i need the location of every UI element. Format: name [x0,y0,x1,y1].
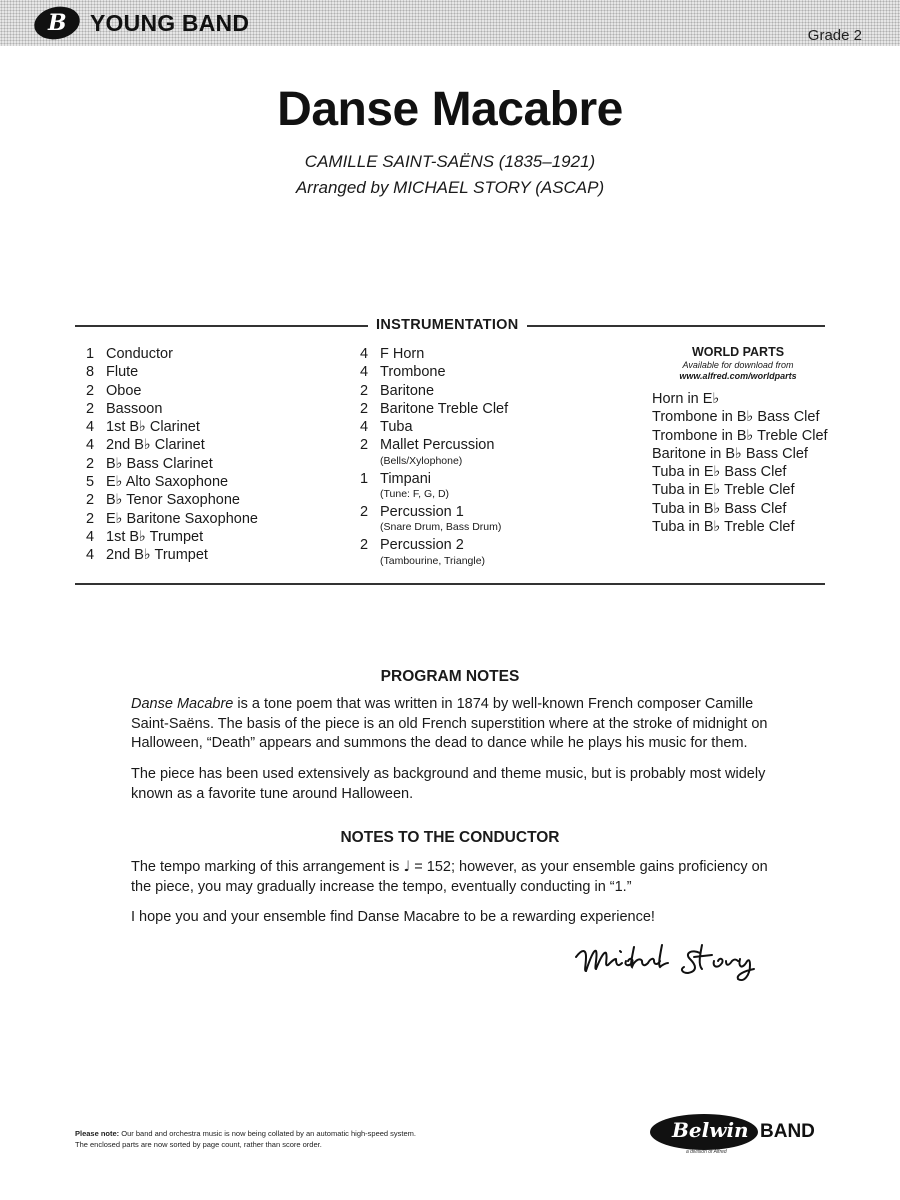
instrumentation-rule-right [527,325,825,327]
world-parts-list [652,390,828,536]
instrument-row [86,418,336,436]
instrument-quantity: 2 [86,382,95,399]
instrument-row [360,436,620,454]
instrument-name: Baritone [380,382,435,399]
instrument-row [86,546,336,564]
instrument-name: Conductor [106,346,173,362]
instrument-note: (Bells/Xylophone) [380,454,463,467]
instrument-note: (Snare Drum, Bass Drum) [380,521,502,534]
arranger-credit: Arranged by MICHAEL STORY (ASCAP) [295,178,605,197]
world-part-item: Tuba in B♭ Treble Clef [652,519,795,536]
instrument-row [86,345,336,363]
world-part-item: Trombone in B♭ Bass Clef [652,409,820,426]
instrument-row [86,382,336,400]
collation-footnote [75,1128,416,1150]
conductor-notes-heading: NOTES TO THE CONDUCTOR [340,829,560,846]
world-part-item: Trombone in B♭ Treble Clef [652,427,828,444]
instrument-quantity: 2 [86,455,95,472]
instrumentation-heading: INSTRUMENTATION [376,317,519,333]
grade-label: Grade 2 [807,27,862,44]
instrument-name: E♭ Baritone Saxophone [106,510,258,527]
instrument-quantity: 2 [86,400,95,417]
instrument-quantity: 5 [86,474,95,491]
brand-name: YOUNG BAND [90,9,250,36]
instrument-row [360,363,620,381]
world-parts-subtitle: Available for download from [682,360,794,370]
piece-title: Danse Macabre [277,83,623,136]
belwin-logo-word: Belwin [672,1118,749,1142]
instrument-quantity: 2 [360,382,369,399]
instrument-quantity: 4 [86,528,95,545]
program-notes-heading: PROGRAM NOTES [380,668,520,685]
instrument-row [360,418,620,436]
instrument-name: Percussion 2 [380,537,464,554]
instrument-name: Bassoon [106,400,163,417]
instrument-name: 2nd B♭ Clarinet [106,437,205,454]
conductor-notes-paragraph-1 [131,858,771,897]
instrument-row [360,345,620,363]
instrument-name: E♭ Alto Saxophone [106,474,229,491]
instrument-row [360,400,620,418]
world-parts-url: www.alfred.com/worldparts [679,371,797,381]
instrument-list-column-2 [360,345,620,570]
instrument-row [86,455,336,473]
composer-credit: CAMILLE SAINT-SAËNS (1835–1921) [304,152,596,171]
conductor-notes-paragraph-2: I hope you and your ensemble find Danse Macabre to be a rewarding experience! [131,909,655,925]
world-parts-panel [652,345,828,536]
instrument-name: Mallet Percussion [380,437,495,454]
instrument-name: F Horn [380,346,425,362]
instrument-name: 1st B♭ Trumpet [106,528,204,545]
program-notes-text: is a tone poem that was written in 1874 by well-known French composer Camille Saint-Saëns. The basis of the piece is an old French superstition where at the stroke of midnight on Halloween, “Death” appears and summons the dead to dance while he plays his music for them. [131,696,768,751]
instrument-row [360,536,620,554]
instrument-quantity: 2 [360,400,369,417]
tempo-text-before: The tempo marking of this arrangement is [131,859,404,875]
program-notes-paragraph-2: The piece has been used extensively as background and theme music, but is probably most widely known as a favorite tune around Halloween. [131,766,766,802]
instrument-name: Tuba [380,419,413,436]
instrument-quantity: 8 [86,364,95,381]
instrument-quantity: 2 [86,492,95,509]
belwin-logo-icon: B [31,3,83,44]
instrument-quantity: 2 [360,537,369,554]
instrument-row [360,382,620,400]
instrument-quantity: 4 [86,419,95,436]
instrument-row [86,400,336,418]
instrument-name: 2nd B♭ Trumpet [106,547,208,564]
instrument-note: (Tambourine, Triangle) [380,554,486,567]
footnote-line-1: Our band and orchestra music is now being collated by an automatic high-speed system. [119,1129,417,1138]
instrument-row [86,528,336,546]
belwin-band-label: BAND [760,1121,815,1142]
young-band-brand [34,0,249,46]
instrumentation-rule-bottom [75,583,825,585]
quarter-note-icon: ♩ [403,859,411,875]
instrument-name: B♭ Bass Clarinet [106,455,213,472]
instrument-name: Timpani [380,470,432,487]
instrument-quantity: 4 [86,547,95,564]
instrument-name: 1st B♭ Clarinet [106,419,200,436]
instrument-name: Oboe [106,382,142,399]
world-parts-title: WORLD PARTS [691,345,785,359]
world-part-item: Tuba in E♭ Treble Clef [652,482,795,499]
instrument-quantity: 4 [360,364,369,381]
footnote-line-2: The enclosed parts are now sorted by page count, rather than score order. [75,1140,322,1149]
world-part-item: Baritone in B♭ Bass Clef [652,445,808,462]
instrument-quantity: 2 [86,510,95,527]
instrument-note: (Tune: F, G, D) [380,488,450,501]
instrument-quantity: 2 [360,504,369,521]
tempo-text-after: = 152; however, as your ensemble gains proficiency on the piece, you may gradually increase the tempo, eventually conducting in “1.” [131,859,768,895]
signature-image [572,935,772,985]
instrument-row [360,503,620,521]
instrument-name: B♭ Tenor Saxophone [106,492,240,509]
program-notes-paragraph-1 [131,695,771,754]
instrument-row [360,470,620,488]
instrument-quantity: 4 [86,437,95,454]
instrument-quantity: 4 [360,419,369,436]
instrument-name: Flute [106,364,139,381]
footnote-label: Please note: [75,1129,120,1138]
instrument-row [86,436,336,454]
instrument-list-column-1 [86,345,336,565]
world-part-item: Horn in E♭ [652,391,720,407]
instrument-row [86,491,336,509]
belwin-band-logo [650,1112,830,1156]
instrument-quantity: 2 [360,437,369,454]
instrument-quantity: 4 [360,346,369,362]
instrument-row [86,363,336,381]
instrument-quantity: 1 [86,346,95,362]
piece-title-italic: Danse Macabre [131,696,234,712]
world-part-item: Tuba in B♭ Bass Clef [652,500,787,517]
world-part-item: Tuba in E♭ Bass Clef [652,464,787,481]
instrumentation-rule-left [75,325,368,327]
instrument-quantity: 1 [360,470,369,487]
belwin-division-label: a division of Alfred [686,1149,727,1155]
instrument-name: Percussion 1 [380,504,464,521]
instrument-name: Trombone [380,364,446,381]
instrument-name: Baritone Treble Clef [380,400,509,417]
instrument-row [86,473,336,491]
instrument-row [86,510,336,528]
